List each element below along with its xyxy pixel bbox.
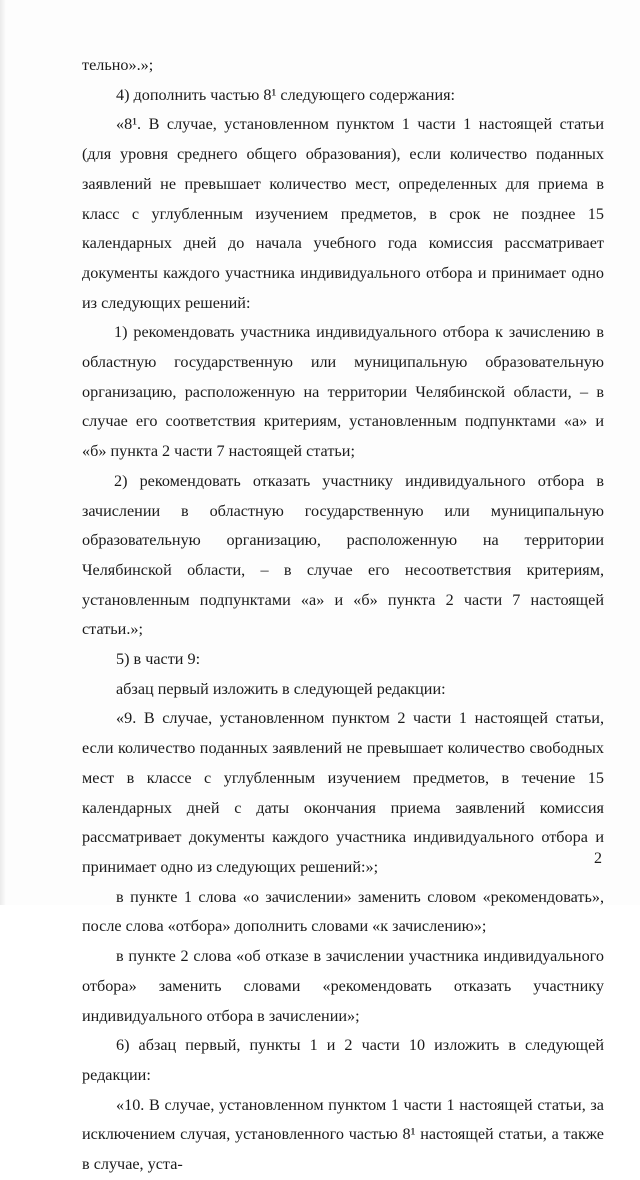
paragraph-subitem-1: 1) рекомендовать участника индивидуального отбора к зачислению в областную государственную или муниципальную образовательную организацию, расположенную на территории Челябинской области, – в случае его соответствия критериям, установленным подпунктами «а» и «б» пункта 2 части 7 настоящей статьи; <box>82 323 604 461</box>
paragraph-part-8-1: «8¹. В случае, установленном пунктом 1 части 1 настоящей статьи (для уровня среднего общего образования), если количество поданных заявлений не превышает количество мест, определенных для приема в класс с углубленным изучением предметов, в срок не позднее 15 календарных дней до начала учебного года комиссия рассматривает документы каждого участника индивидуального отбора и принимает одно из следующих решений: <box>82 115 604 312</box>
paragraph-point-2: в пункте 2 слова «об отказе в зачислении участника индивидуального отбора» заменить словами «рекомендовать отказать участнику индивидуального отбора в зачислении»; <box>82 947 604 1025</box>
paragraph-first-abzac: абзац первый изложить в следующей редакции: <box>116 679 446 698</box>
paragraph-point-1: в пункте 1 слова «о зачислении» заменить словом «рекомендовать», после слова «отбора» дополнить словами «к зачислению»; <box>82 887 604 936</box>
paragraph-part-10: «10. В случае, установленном пунктом 1 части 1 настоящей статьи, за исключением случая, установленного частью 8¹ настоящей статьи, а также в случае, уста- <box>82 1095 604 1174</box>
paragraph-subitem-2: 2) рекомендовать отказать участнику индивидуального отбора в зачислении в областную государственную или муниципальную образовательную организацию, расположенную на территории Челябинской области, – в случае его несоответствия критериям, установленным подпунктами «а» и «б» пункта 2 части 7 настоящей статьи.»; <box>82 471 604 639</box>
paragraph-part-9: «9. В случае, установленном пунктом 2 части 1 настоящей статьи, если количество поданных заявлений не превышает количество свободных мест в классе с углубленным изучением предметов, в течение 15 календарных дней с даты окончания приема заявлений комиссия рассматривает документы каждого участника индивидуального отбора и принимает одно из следующих решений:»; <box>82 709 604 876</box>
paragraph-continuation: тельно».»; <box>82 56 154 74</box>
paragraph-item-6: 6) абзац первый, пункты 1 и 2 части 10 изложить в следующей редакции: <box>82 1036 604 1084</box>
document-body <box>82 51 604 1180</box>
paragraph-item-5: 5) в части 9: <box>116 650 201 669</box>
page-number: 2 <box>594 850 602 867</box>
scan-edge-shadow <box>0 0 6 905</box>
paragraph-item-4: 4) дополнить частью 8¹ следующего содержания: <box>116 85 456 104</box>
